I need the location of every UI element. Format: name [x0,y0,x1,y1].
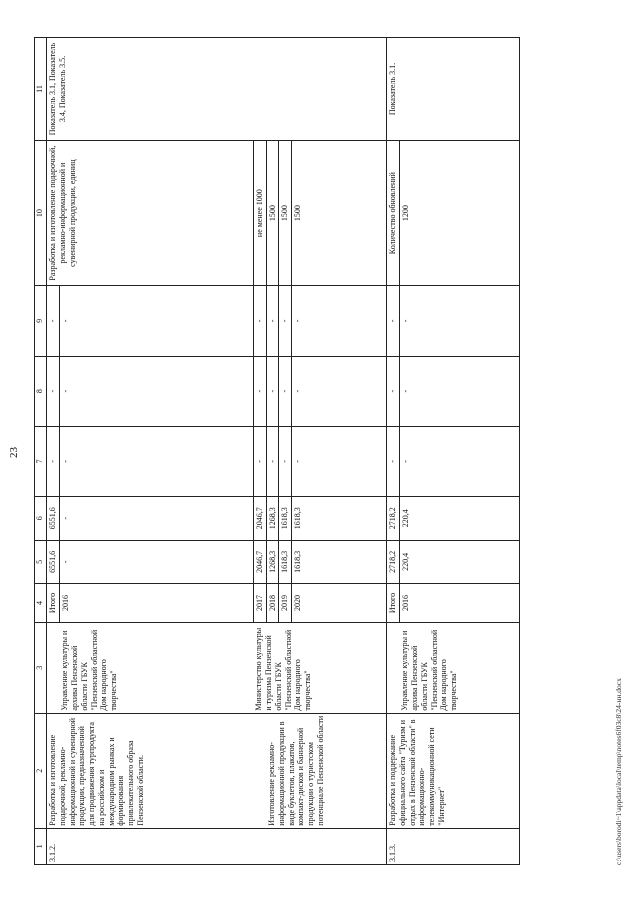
value-cell: - [59,540,253,584]
value-cell: - [266,426,279,496]
indicator-name: Количество обновлений [387,141,400,286]
program-table [34,37,520,865]
table-row [47,38,60,865]
value-cell: 1618,3 [279,540,292,584]
value-cell: - [279,356,292,426]
executor-cell: Управление культуры и архива Пензенской области ГБУК "Пензенский областной Дом народного творчества" [59,622,253,713]
measure-description: Изготовление рекламно-информационной продукции в виде буклетов, плакатов, компакт-дисков и баннерной продукции о туристском потенциале Пензенской области [266,713,387,828]
value-cell: - [59,286,253,356]
value-cell: 1268,3 [266,540,279,584]
value-cell: - [279,286,292,356]
value-cell: - [399,426,520,496]
value-cell: - [399,286,520,356]
indicator-link: Показатель 3.1, Показатель 3.4, Показатель 3.5. [47,38,387,141]
header-cell: 10 [35,141,47,286]
value-cell: 1500 [266,141,279,286]
measure-description: Разработка и поддержание официального сайта "Туризм и отдых в Пензенской области" в информационно-телекоммуникационной сети "Интернет" [387,713,520,828]
executor-cell [47,622,60,713]
value-cell: - [266,356,279,426]
header-cell: 11 [35,38,47,141]
header-cell: 3 [35,622,47,713]
value-cell: не менее 1000 [253,141,266,286]
header-cell: 9 [35,286,47,356]
row-number: 3.1.3. [387,828,520,864]
header-row [35,38,47,865]
funding-regional: 6551,6 [47,496,60,540]
header-cell: 6 [35,496,47,540]
value-cell: - [59,356,253,426]
value-cell: - [59,496,253,540]
year-cell: Итого [47,584,60,623]
funding-total: 6551,6 [47,540,60,584]
value-cell: - [292,286,387,356]
year-cell: 2018 [266,584,279,623]
value-cell: 2046,7 [253,496,266,540]
value-cell: 220,4 [399,540,520,584]
value-cell: 1618,3 [292,540,387,584]
measure-description: Разработка и изготовление подарочной, рекламно-информационной и сувенирной продукции, предназначенной для продвижения турпродукта на российском и международном рынках и формирования привлекательного образа Пензенской области. [47,713,267,828]
year-cell: 2016 [399,584,520,623]
year-cell: 2019 [279,584,292,623]
row-number: 3.1.2. [47,828,387,864]
value-cell: 1268,3 [266,496,279,540]
value-cell: 1618,3 [279,496,292,540]
year-cell: Итого [387,584,400,623]
funding-total: 2718,2 [387,540,400,584]
value-cell: 1200 [399,141,520,286]
funding-federal: - [47,426,60,496]
executor-cell: Управление культуры и архива Пензенской области ГБУК "Пензенский областной Дом народного творчества" [399,622,520,713]
funding-local: - [47,356,60,426]
value-cell: - [59,426,253,496]
year-cell: 2017 [253,584,266,623]
executor-cell: Министерство культуры и туризма Пензенской области ГБУК "Пензенский областной Дом народного творчества" [253,622,386,713]
executor-cell [387,622,400,713]
value-cell: - [253,356,266,426]
year-cell: 2020 [292,584,387,623]
value-cell: 1500 [292,141,387,286]
value-cell: - [292,356,387,426]
header-cell: 1 [35,828,47,864]
year-cell: 2016 [59,584,253,623]
footer-path: c:\users\borodi~1\appdata\local\temp\notes6f03c8\24-нн.docx [614,678,623,865]
value-cell: - [279,426,292,496]
header-cell: 4 [35,584,47,623]
indicator-link: Показатель 3.1. [387,38,520,141]
header-cell: 2 [35,713,47,828]
indicator-name: Разработка и изготовление подарочной, рекламно-информационной и сувенирной продукции, единиц [47,141,254,286]
table-row [266,38,279,865]
funding-federal: - [387,426,400,496]
value-cell: - [266,286,279,356]
value-cell: 1618,3 [292,496,387,540]
funding-local: - [387,356,400,426]
page-number: 23 [8,447,20,458]
header-cell: 5 [35,540,47,584]
value-cell: - [399,356,520,426]
table-row [387,38,400,865]
funding-other: - [387,286,400,356]
value-cell: - [253,426,266,496]
value-cell: 2046,7 [253,540,266,584]
funding-other: - [47,286,60,356]
funding-regional: 2718,2 [387,496,400,540]
header-cell: 7 [35,426,47,496]
header-cell: 8 [35,356,47,426]
value-cell: 220,4 [399,496,520,540]
value-cell: - [292,426,387,496]
value-cell: 1500 [279,141,292,286]
value-cell: - [253,286,266,356]
